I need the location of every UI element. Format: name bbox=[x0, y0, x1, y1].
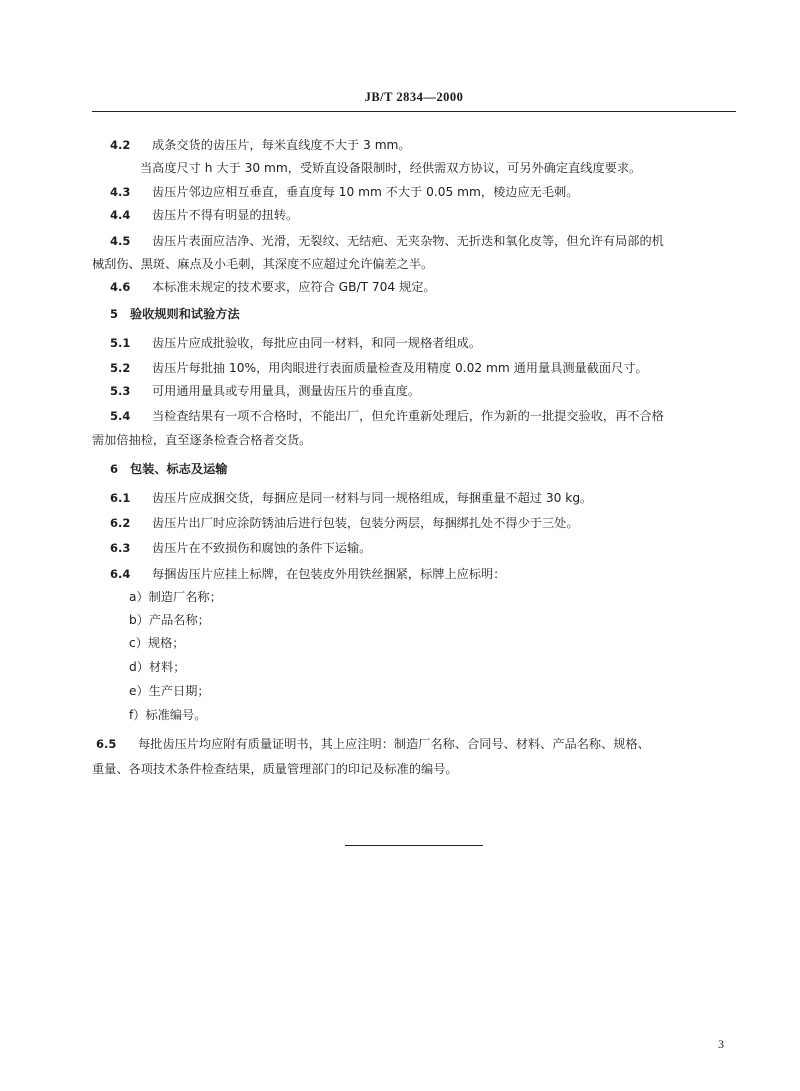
clause-text: 当检查结果有一项不合格时，不能出厂，但允许重新处理后，作为新的一批提交验收，再不合格 bbox=[152, 409, 664, 423]
clause-number: 6.3 bbox=[110, 541, 131, 555]
clause-text: d）材料； bbox=[129, 660, 186, 674]
clause-text: 需加倍抽检，直至逐条检查合格者交货。 bbox=[92, 433, 312, 447]
clause-line bbox=[129, 683, 210, 699]
clause-line bbox=[92, 256, 433, 272]
clause-line bbox=[110, 279, 436, 295]
clause-text: 齿压片邻边应相互垂直，垂直度每 10 mm 不大于 0.05 mm，棱边应无毛刺。 bbox=[152, 185, 579, 199]
section-heading bbox=[110, 306, 240, 322]
clause-line bbox=[129, 707, 206, 723]
clause-number: 4.2 bbox=[110, 138, 131, 152]
clause-text: 齿压片每批抽 10%，用肉眼进行表面质量检查及用精度 0.02 mm 通用量具测量截面尺寸。 bbox=[152, 361, 648, 375]
standard-code-header: JB/T 2834—2000 bbox=[364, 90, 464, 104]
clause-text: 齿压片表面应洁净、光滑，无裂纹、无结疤、无夹杂物、无折迭和氧化皮等，但允许有局部的机 bbox=[152, 234, 664, 248]
clause-text: 本标准未规定的技术要求，应符合 GB/T 704 规定。 bbox=[152, 280, 436, 294]
clause-text: a）制造厂名称； bbox=[129, 590, 222, 604]
clause-text: 齿压片出厂时应涂防锈油后进行包装，包装分两层，每捆绑扎处不得少于三处。 bbox=[152, 516, 579, 530]
clause-text: 验收规则和试验方法 bbox=[130, 307, 240, 321]
clause-line bbox=[110, 184, 578, 200]
clause-number: 5.4 bbox=[110, 409, 131, 423]
clause-line bbox=[96, 736, 650, 752]
clause-number: 6.5 bbox=[96, 737, 117, 751]
clause-text: 每批齿压片均应附有质量证明书，其上应注明：制造厂名称、合同号、材料、产品名称、规格、 bbox=[138, 737, 650, 751]
clause-number: 6 bbox=[110, 462, 119, 476]
clause-line bbox=[110, 137, 411, 153]
clause-number: 5.3 bbox=[110, 384, 131, 398]
clause-line bbox=[129, 635, 184, 651]
clause-text: e）生产日期； bbox=[129, 684, 210, 698]
clause-text: 每捆齿压片应挂上标牌，在包装皮外用铁丝捆紧，标牌上应标明： bbox=[152, 567, 506, 581]
clause-line bbox=[110, 515, 579, 531]
clause-number: 6.1 bbox=[110, 491, 131, 505]
clause-text: 齿压片应成捆交货，每捆应是同一材料与同一规格组成，每捆重量不超过 30 kg。 bbox=[152, 491, 593, 505]
clause-number: 4.6 bbox=[110, 280, 131, 294]
header-rule bbox=[92, 111, 736, 112]
clause-line bbox=[129, 659, 186, 675]
clause-number: 4.5 bbox=[110, 234, 131, 248]
clause-line bbox=[92, 761, 458, 777]
clause-text: 包装、标志及运输 bbox=[130, 462, 228, 476]
clause-number: 5.2 bbox=[110, 361, 131, 375]
clause-line bbox=[140, 160, 641, 176]
clause-number: 4.3 bbox=[110, 185, 131, 199]
clause-line bbox=[110, 207, 298, 223]
clause-text: 齿压片不得有明显的扭转。 bbox=[152, 208, 299, 222]
clause-line bbox=[110, 335, 481, 351]
clause-text: 械刮伤、黑斑、麻点及小毛刺，其深度不应超过允许偏差之半。 bbox=[92, 257, 434, 271]
clause-number: 5 bbox=[110, 307, 119, 321]
clause-number: 4.4 bbox=[110, 208, 131, 222]
clause-line bbox=[110, 566, 505, 582]
clause-line bbox=[129, 589, 222, 605]
clause-line bbox=[110, 360, 648, 376]
clause-text: 重量、各项技术条件检查结果，质量管理部门的印记及标准的编号。 bbox=[92, 762, 458, 776]
clause-line bbox=[110, 490, 592, 506]
clause-line bbox=[92, 432, 311, 448]
clause-number: 5.1 bbox=[110, 336, 131, 350]
clause-text: 齿压片应成批验收，每批应由同一材料，和同一规格者组成。 bbox=[152, 336, 482, 350]
clause-number: 6.4 bbox=[110, 567, 131, 581]
clause-text: 齿压片在不致损伤和腐蚀的条件下运输。 bbox=[152, 541, 372, 555]
clause-text: b）产品名称； bbox=[129, 613, 210, 627]
clause-text: c）规格； bbox=[129, 636, 185, 650]
clause-line bbox=[110, 540, 371, 556]
clause-text: 成条交货的齿压片，每米直线度不大于 3 mm。 bbox=[152, 138, 411, 152]
clause-line bbox=[110, 408, 664, 424]
clause-text: 当高度尺寸 h 大于 30 mm，受矫直设备限制时，经供需双方协议，可另外确定直线度要求。 bbox=[140, 161, 642, 175]
clause-text: 可用通用量具或专用量具，测量齿压片的垂直度。 bbox=[152, 384, 421, 398]
end-rule bbox=[345, 845, 483, 846]
clause-number: 6.2 bbox=[110, 516, 131, 530]
page-number: 3 bbox=[718, 1037, 724, 1051]
clause-text: f）标准编号。 bbox=[129, 708, 207, 722]
clause-line bbox=[129, 612, 210, 628]
clause-line bbox=[110, 383, 420, 399]
section-heading bbox=[110, 461, 228, 477]
clause-line bbox=[110, 233, 664, 249]
